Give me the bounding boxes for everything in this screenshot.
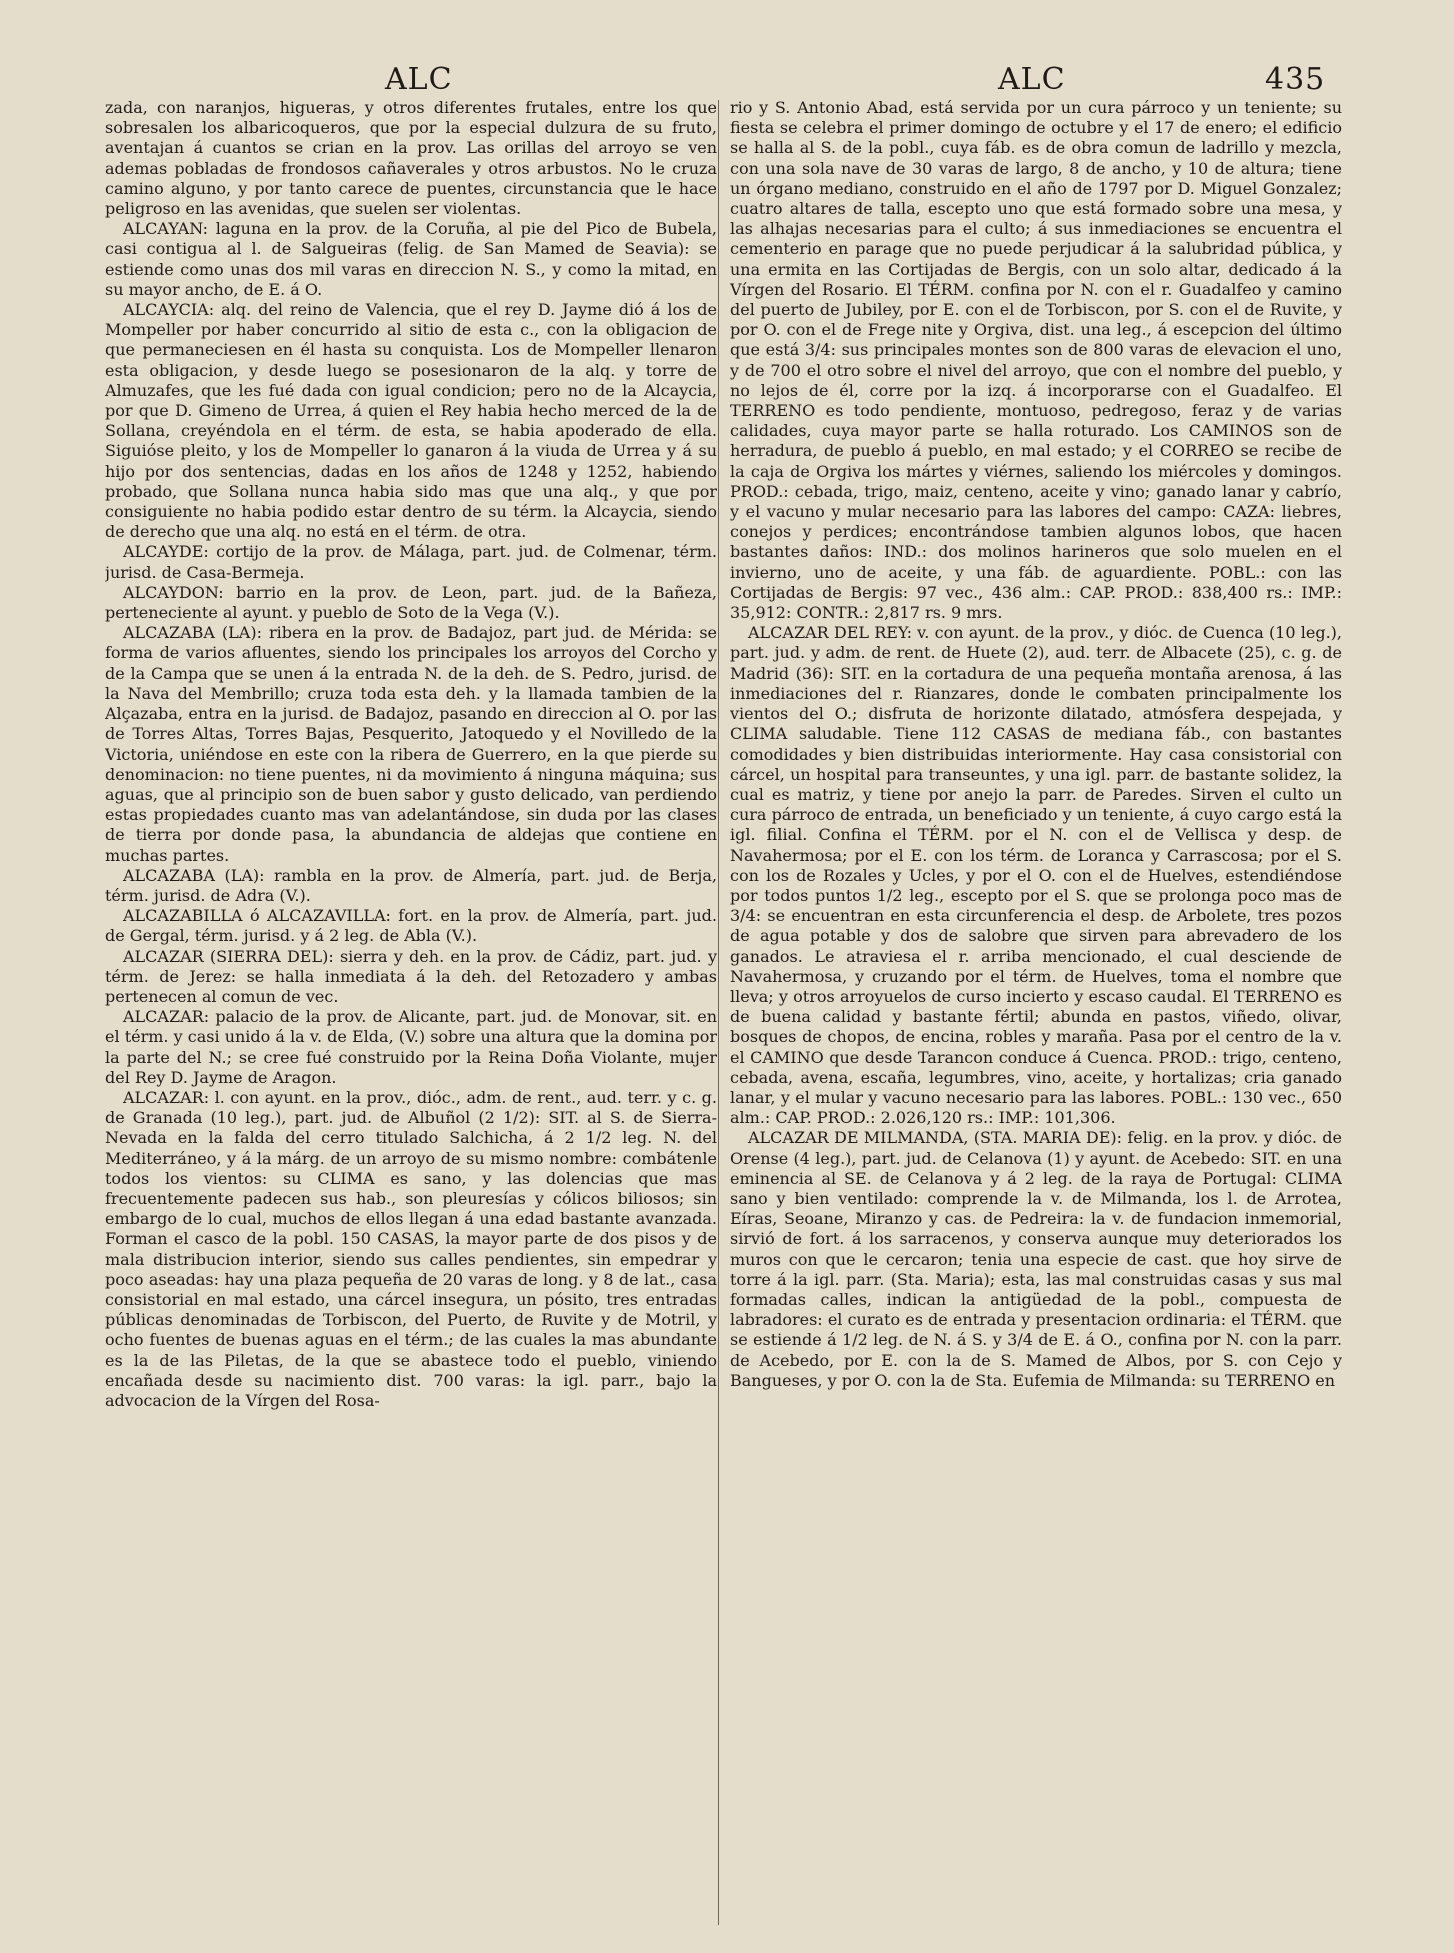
entry-alcazar-de-milmanda: ALCAZAR DE MILMANDA, (STA. MARIA DE): felig. en la prov. y dióc. de Orense (4 leg.), part. jud. de Celanova (1) y ayunt. de Acebedo: SIT. en una eminencia al SE. de Celanova y á 2 leg. de la raya de Portugal: CLIMA sano y bien ventilado: comprende la v. de Milmanda, los l. de Arrotea, Eíras, Seoane, Miranzo y cas. de Pedreira: la v. de fundacion inmemorial, sirvió de fort. á los sarracenos, y conserva aunque muy deteriorados los muros con que le cercaron; tenia una especie de cast. que hoy sirve de torre á la igl. parr. (Sta. Maria); esta, las mal construidas casas y sus mal formadas calles, indican la antigüedad de la pobl., compuesta de labradores: el curato es de entrada y presentacion ordinaria: el TÉRM. que se estiende á 1/2 leg. de N. á S. y 3/4 de E. á O., confina por N. con la parr. de Acebedo, por E. con la de S. Mamed de Albos, por S. con Cejo y Bangueses, y por O. con la de Sta. Eufemia de Milmanda: su TERRENO en — [730, 1128, 1342, 1390]
entry-alcaycia: ALCAYCIA: alq. del reino de Valencia, que el rey D. Jayme dió á los de Mompeller por haber concurrido al sitio de esta c., con la obligacion de que permaneciesen en él hasta su conquista. Los de Mompeller llenaron esta obligacion, y desde luego se posesionaron de la alq. y torre de Almuzafes, que les fué dada con igual condicion; pero no de la Alcaycia, por que D. Gimeno de Urrea, á quien el Rey habia hecho merced de la de Sollana, creyéndola en el térm. de esta, se habia apoderado de ella. Siguióse pleito, y los de Mompeller lo ganaron á la viuda de Urrea y á su hijo por dos sentencias, dadas en los años de 1248 y 1252, habiendo probado, que Sollana nunca habia sido mas que una alq., y que por consiguiente no habia podido estar dentro de su térm. la Alcaycia, siendo de derecho que una alq. no está en el térm. de otra. — [105, 300, 717, 542]
entry-alcayan: ALCAYAN: laguna en la prov. de la Coruña, al pie del Pico de Bubela, casi contigua al l. de Salgueiras (felig. de San Mamed de Seavia): se estiende como unas dos mil varas en direccion N. S., y como la mitad, en su mayor ancho, de E. á O. — [105, 219, 717, 299]
entry-alcazar-palacio: ALCAZAR: palacio de la prov. de Alicante, part. jud. de Monovar, sit. en el térm. y casi unido á la v. de Elda, (V.) sobre una altura que la domina por la parte del N.; se cree fué construido por la Reina Doña Violante, mujer del Rey D. Jayme de Aragon. — [105, 1007, 717, 1087]
entry-alcazar-sierra: ALCAZAR (SIERRA DEL): sierra y deh. en la prov. de Cádiz, part. jud. y térm. de Jerez: se halla inmediata á la deh. del Retozadero y ambas pertenecen al comun de vec. — [105, 946, 717, 1006]
entry-alcazabilla: ALCAZABILLA ó ALCAZAVILLA: fort. en la prov. de Almería, part. jud. de Gergal, térm. jurisd. y á 2 leg. de Abla (V.). — [105, 906, 717, 946]
entry-alcazar-del-rey: ALCAZAR DEL REY: v. con ayunt. de la prov., y dióc. de Cuenca (10 leg.), part. jud. y adm. de rent. de Huete (2), aud. terr. de Albacete (25), c. g. de Madrid (36): SIT. en la cortadura de una pequeña montaña arenosa, á las inmediaciones del r. Rianzares, donde le combaten principalmente los vientos del O.; disfruta de horizonte dilatado, atmósfera despejada, y CLIMA saludable. Tiene 112 CASAS de mediana fáb., con bastantes comodidades y bien distribuidas interiormente. Hay casa consistorial con cárcel, un hospital para transeuntes, y una igl. parr. de bastante solidez, la cual es matriz, y tiene por anejo la parr. de Paredes. Sirven el culto un cura párroco de entrada, un beneficiado y un teniente, á cuyo cargo está la igl. filial. Confina el TÉRM. por el N. con el de Vellisca y desp. de Navahermosa; por el E. con los térm. de Loranca y Carrascosa; por el S. con los de Rozales y Ucles, y por el O. con el de Huelves, estendiéndose por todos puntos 1/2 leg., escepto por el S. que se prolonga poco mas de 3/4: se encuentran en esta circunferencia el desp. de Arbolete, tres pozos de agua potable y dos de salobre que sirven para abrevadero de los ganados. Le atraviesa el r. arriba mencionado, el cual desciende de Navahermosa, y cruzando por el térm. de Huelves, toma el nombre que lleva; y otros arroyuelos de curso incierto y escaso caudal. El TERRENO es de buena calidad y bastante fértil; abunda en pastos, viñedo, olivar, bosques de chopos, de encina, robles y maraña. Pasa por el centro de la v. el CAMINO que desde Tarancon conduce á Cuenca. PROD.: trigo, centeno, cebada, avena, escaña, legumbres, vino, aceite, y hortalizas; cria ganado lanar, y el mular y vacuno necesario para las labores. POBL.: 130 vec., 650 alm.: CAP. PROD.: 2.026,120 rs.: IMP.: 101,306. — [730, 623, 1342, 1128]
entry-alcazar-lugar: ALCAZAR: l. con ayunt. en la prov., dióc., adm. de rent., aud. terr. y c. g. de Granada (10 leg.), part. jud. de Albuñol (2 1/2): SIT. al S. de Sierra-Nevada en la falda del cerro titulado Salchicha, á 2 1/2 leg. N. del Mediterráneo, y á la márg. de un arroyo de su mismo nombre: combátenle todos los vientos: su CLIMA es sano, y las dolencias que mas frecuentemente padecen sus hab., son pleuresías y cólicos biliosos; sin embargo de lo cual, muchos de ellos llegan á una edad bastante avanzada. Forman el casco de la pobl. 150 CASAS, la mayor parte de dos pisos y de mala distribucion interior, siendo sus calles pendientes, sin empedrar y poco aseadas: hay una plaza pequeña de 20 varas de long. y 8 de lat., casa consistorial en mal estado, una cárcel insegura, un pósito, tres entradas públicas denominadas de Torbiscon, del Puerto, de Ruvite y de Motril, y ocho fuentes de buenas aguas en el térm.; de las cuales la mas abundante es la de las Piletas, de la que se abastece todo el pueblo, viniendo encañada desde su nacimiento dist. 700 varas: la igl. parr., bajo la advocacion de la Vírgen del Rosa- — [105, 1087, 717, 1410]
paragraph-continuation: zada, con naranjos, higueras, y otros diferentes frutales, entre los que sobresalen los albaricoqueros, que por la especial dulzura de su fruto, aventajan á cuantos se crian en la prov. Las orillas del arroyo se ven ademas pobladas de frondosos cañaverales y otros arbustos. No le cruza camino alguno, y por tanto carece de puentes, circunstancia que le hace peligroso en las avenidas, que suelen ser violentas. — [105, 98, 717, 219]
header-center: ALC — [998, 62, 1066, 97]
page-number: 435 — [1265, 62, 1326, 97]
entry-alcazaba-rambla: ALCAZABA (LA): rambla en la prov. de Almería, part. jud. de Berja, térm. jurisd. de Adra (V.). — [105, 865, 717, 905]
column-divider — [718, 100, 719, 1925]
left-column — [105, 98, 717, 1928]
entry-alcayde: ALCAYDE: cortijo de la prov. de Málaga, part. jud. de Colmenar, térm. jurisd. de Casa-Bermeja. — [105, 542, 717, 582]
header-left: ALC — [385, 62, 453, 97]
entry-alcazaba-ribera: ALCAZABA (LA): ribera en la prov. de Badajoz, part jud. de Mérida: se forma de varios afluentes, siendo los principales los arroyos del Corcho y de la Campa que se unen á la entrada N. de la deh. de S. Pedro, jurisd. de la Nava del Membrillo; cruza toda esta deh. y la llamada tambien de la Alçazaba, entra en la jurisd. de Badajoz, pasando en direccion al O. por las de Torres Altas, Torres Bajas, Pesquerito, Jatoquedo y el Novilledo de la Victoria, uniéndose en este con la ribera de Guerrero, en la que pierde su denominacion: no tiene puentes, ni da movimiento á ninguna máquina; sus aguas, que al principio son de buen sabor y gusto delicado, van perdiendo estas propiedades cuanto mas van adelantándose, sin duda por las clases de tierra por donde pasa, la abundancia de aldejas que contiene en muchas partes. — [105, 623, 717, 865]
paragraph-continuation-right: rio y S. Antonio Abad, está servida por un cura párroco y un teniente; su fiesta se celebra el primer domingo de octubre y el 17 de enero; el edificio se halla al S. de la pobl., cuya fáb. es de obra comun de ladrillo y mezcla, con una sola nave de 30 varas de largo, 8 de ancho, y 10 de altura; tiene un órgano mediano, construido en el año de 1797 por D. Miguel Gonzalez; cuatro altares de talla, escepto uno que está formado sobre una mesa, y las alhajas necesarias para el culto; á sus inmediaciones se encuentra el cementerio en parage que no puede perjudicar á la salubridad pública, y una ermita en las Cortijadas de Bergis, con un solo altar, dedicado á la Vírgen del Rosario. El TÉRM. confina por N. con el r. Guadalfeo y camino del puerto de Jubiley, por E. con el de Torbiscon, por S. con el de Ruvite, y por O. con el de Frege nite y Orgiva, dist. una leg., á escepcion del último que está 3/4: sus principales montes son de 800 varas de elevacion el uno, y de 700 el otro sobre el nivel del arroyo, que con el nombre del pueblo, y no lejos de él, corre por la izq. á incorporarse con el Guadalfeo. El TERRENO es todo pendiente, montuoso, pedregoso, feraz y de varias calidades, cuya mayor parte se halla roturado. Los CAMINOS son de herradura, de pueblo á pueblo, en mal estado; y el CORREO se recibe de la caja de Orgiva los mártes y viérnes, saliendo los miércoles y domingos. PROD.: cebada, trigo, maiz, centeno, aceite y vino; ganado lanar y cabrío, y el vacuno y mular necesario para las labores del campo: CAZA: liebres, conejos y perdices; encontrándose tambien algunos lobos, que hacen bastantes daños: IND.: dos molinos harineros que solo muelen en el invierno, uno de aceite, y una fáb. de aguardiente. POBL.: con las Cortijadas de Bergis: 97 vec., 436 alm.: CAP. PROD.: 838,400 rs.: IMP.: 35,912: CONTR.: 2,817 rs. 9 mrs. — [730, 98, 1342, 623]
running-head — [0, 62, 1454, 102]
right-column — [730, 98, 1342, 1928]
entry-alcaydon: ALCAYDON: barrio en la prov. de Leon, part. jud. de la Bañeza, perteneciente al ayunt. y pueblo de Soto de la Vega (V.). — [105, 582, 717, 623]
